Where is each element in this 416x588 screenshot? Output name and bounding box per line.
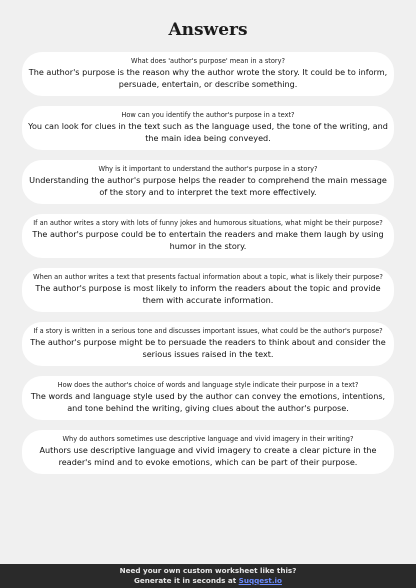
footer-cta-line bbox=[0, 576, 416, 586]
answers-list bbox=[22, 52, 394, 484]
question-text: When an author writes a text that presents factual information about a topic, what is likely their purpose? bbox=[33, 273, 383, 281]
answer-text: The author's purpose is the reason why the author wrote the story. It could be to inform, persuade, entertain, or describe something. bbox=[28, 67, 388, 89]
question-text: If a story is written in a serious tone and discusses important issues, what could be the author's purpose? bbox=[33, 327, 383, 335]
answer-card bbox=[22, 322, 394, 366]
footer-promo-text: Need your own custom worksheet like this? bbox=[119, 566, 297, 575]
answer-card bbox=[22, 430, 394, 474]
question-text: Why do authors sometimes use descriptive language and vivid imagery in their writing? bbox=[62, 435, 354, 443]
answer-card bbox=[22, 52, 394, 96]
answer-text: Authors use descriptive language and vivid imagery to create a clear picture in the reader's mind and to evoke emotions, which can be part of their purpose. bbox=[39, 445, 377, 467]
answer-text: Understanding the author's purpose helps the reader to comprehend the main message of the story and to interpret the text more effectively. bbox=[29, 175, 387, 197]
answer-card bbox=[22, 214, 394, 258]
page-title: Answers bbox=[168, 20, 248, 40]
answer-text: The words and language style used by the author can convey the emotions, intentions, and tone behind the writing, giving clues about the author's purpose. bbox=[30, 391, 386, 413]
answer-card bbox=[22, 268, 394, 312]
footer-banner bbox=[0, 564, 416, 588]
answer-text: You can look for clues in the text such as the language used, the tone of the writing, and the main idea being conveyed. bbox=[28, 121, 388, 143]
answer-card bbox=[22, 106, 394, 150]
footer-cta-text: Generate it in seconds at bbox=[134, 575, 239, 585]
answer-card bbox=[22, 376, 394, 420]
answer-text: The author's purpose is most likely to inform the readers about the topic and provide them with accurate information. bbox=[35, 283, 381, 305]
answer-card bbox=[22, 160, 394, 204]
question-text: What does 'author's purpose' mean in a story? bbox=[130, 57, 286, 65]
question-text: How does the author's choice of words and language style indicate their purpose in a text? bbox=[57, 381, 359, 389]
question-text: How can you identify the author's purpose in a text? bbox=[121, 111, 295, 119]
footer-link[interactable]: Suqqest.io bbox=[238, 575, 282, 585]
question-text: Why is it important to understand the author's purpose in a story? bbox=[98, 165, 318, 173]
answer-text: The author's purpose could be to entertain the readers and make them laugh by using humor in the story. bbox=[32, 229, 384, 251]
answer-text: The author's purpose might be to persuade the readers to think about and consider the serious issues raised in the text. bbox=[30, 337, 386, 359]
question-text: If an author writes a story with lots of funny jokes and humorous situations, what might be their purpose? bbox=[33, 219, 383, 227]
